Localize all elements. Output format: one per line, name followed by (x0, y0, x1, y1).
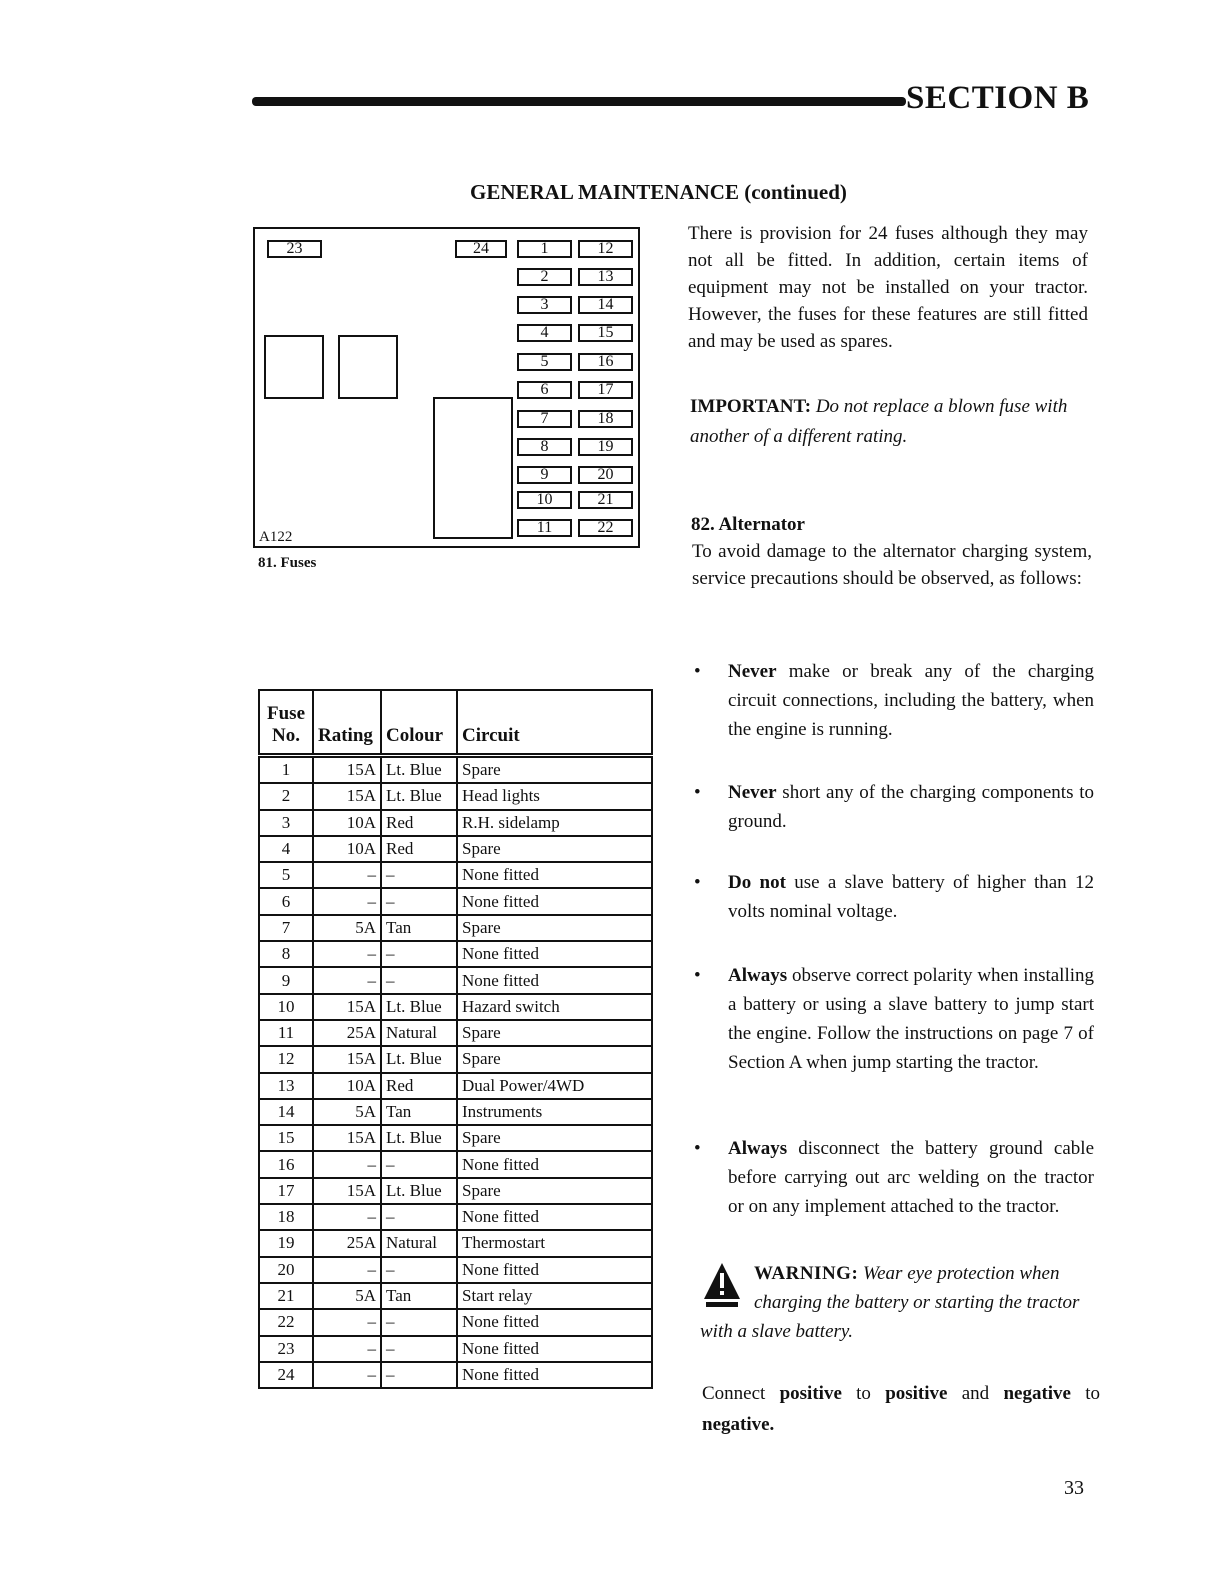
cell-rating: – (313, 1151, 381, 1177)
bullet-keyword: Always (728, 965, 788, 986)
fuse-slot-11: 11 (517, 519, 572, 537)
cell-rating: – (313, 1336, 381, 1362)
bullet-keyword: Always (728, 1138, 788, 1159)
cell-rating: 15A (313, 756, 381, 784)
cell-rating: – (313, 862, 381, 888)
fuse-slot-24: 24 (455, 240, 507, 258)
cell-circuit: Dual Power/4WD (457, 1073, 652, 1099)
cell-fuse-no: 23 (259, 1336, 313, 1362)
fuse-slot-1: 1 (517, 240, 572, 258)
table-row (259, 1257, 652, 1283)
table-row (259, 783, 652, 809)
table-row (259, 1230, 652, 1256)
cell-circuit: Start relay (457, 1283, 652, 1309)
bullet-keyword: Never (728, 661, 777, 682)
cell-colour: Tan (381, 1099, 457, 1125)
polarity-keyword: negative (1003, 1383, 1071, 1404)
cell-rating: 15A (313, 783, 381, 809)
fuse-box-diagram (253, 227, 640, 548)
table-row (259, 1336, 652, 1362)
cell-fuse-no: 11 (259, 1020, 313, 1046)
cell-rating: 5A (313, 1099, 381, 1125)
important-note (690, 392, 1090, 452)
cell-colour: Lt. Blue (381, 783, 457, 809)
cell-colour: Natural (381, 1020, 457, 1046)
table-row (259, 994, 652, 1020)
cell-circuit: Spare (457, 1020, 652, 1046)
cell-fuse-no: 3 (259, 810, 313, 836)
cell-rating: – (313, 967, 381, 993)
precaution-bullet (694, 778, 1094, 836)
cell-circuit: Head lights (457, 783, 652, 809)
warning-label: WARNING: (754, 1263, 859, 1284)
fuse-slot-3: 3 (517, 296, 572, 314)
cell-fuse-no: 9 (259, 967, 313, 993)
diagram-code: A122 (259, 529, 293, 545)
cell-fuse-no: 7 (259, 915, 313, 941)
header-circuit: Circuit (457, 690, 652, 756)
cell-fuse-no: 24 (259, 1362, 313, 1388)
precaution-bullet (694, 1134, 1094, 1221)
cell-colour: Red (381, 1073, 457, 1099)
cell-rating: – (313, 1362, 381, 1388)
cell-fuse-no: 18 (259, 1204, 313, 1230)
cell-circuit: None fitted (457, 862, 652, 888)
cell-fuse-no: 14 (259, 1099, 313, 1125)
cell-colour: – (381, 967, 457, 993)
precaution-bullet (694, 868, 1094, 926)
cell-circuit: Spare (457, 915, 652, 941)
cell-circuit: Spare (457, 756, 652, 784)
cell-rating: 15A (313, 1046, 381, 1072)
cell-colour: Natural (381, 1230, 457, 1256)
header-rule (252, 97, 906, 106)
polarity-text: to (856, 1383, 871, 1404)
cell-circuit: R.H. sidelamp (457, 810, 652, 836)
cell-rating: 10A (313, 836, 381, 862)
cell-circuit: Spare (457, 1046, 652, 1072)
bullet-dot: • (694, 872, 701, 893)
alternator-heading: 82. Alternator (691, 514, 805, 535)
header-fuse-line1: Fuse (267, 703, 305, 724)
polarity-text: and (961, 1383, 990, 1404)
cell-colour: Lt. Blue (381, 1046, 457, 1072)
alternator-intro: To avoid damage to the alternator charging system, service precautions should be observed, as follows: (692, 541, 1092, 589)
page-heading: GENERAL MAINTENANCE (continued) (470, 180, 847, 204)
cell-rating: – (313, 1204, 381, 1230)
cell-circuit: None fitted (457, 941, 652, 967)
cell-circuit: None fitted (457, 1362, 652, 1388)
cell-circuit: None fitted (457, 967, 652, 993)
cell-fuse-no: 8 (259, 941, 313, 967)
cell-rating: 15A (313, 994, 381, 1020)
cell-circuit: None fitted (457, 888, 652, 914)
precaution-bullet (694, 657, 1094, 744)
header-fuse-no (259, 690, 313, 756)
fuse-slot-20: 20 (578, 466, 633, 484)
cell-circuit: None fitted (457, 1309, 652, 1335)
bullet-dot: • (694, 782, 701, 803)
table-row (259, 967, 652, 993)
table-row (259, 1309, 652, 1335)
header-fuse-line2: No. (272, 725, 300, 746)
cell-circuit: Instruments (457, 1099, 652, 1125)
bullet-text: make or break any of the charging circuit connections, including the battery, when the engine is running. (728, 661, 1094, 740)
cell-fuse-no: 19 (259, 1230, 313, 1256)
fuse-table (258, 689, 653, 1389)
fuse-slot-9: 9 (517, 466, 572, 484)
cell-rating: 25A (313, 1020, 381, 1046)
cell-rating: 25A (313, 1230, 381, 1256)
precaution-bullet (694, 961, 1094, 1077)
bullet-dot: • (694, 661, 701, 682)
cell-fuse-no: 16 (259, 1151, 313, 1177)
table-row (259, 1204, 652, 1230)
cell-fuse-no: 12 (259, 1046, 313, 1072)
fuse-slot-18: 18 (578, 410, 633, 428)
page-number: 33 (1064, 1477, 1084, 1499)
cell-colour: Lt. Blue (381, 756, 457, 784)
bullet-keyword: Do not (728, 872, 786, 893)
cell-rating: 15A (313, 1178, 381, 1204)
table-header-row (259, 690, 652, 756)
cell-circuit: Thermostart (457, 1230, 652, 1256)
table-row (259, 756, 652, 784)
fuse-slot-6: 6 (517, 381, 572, 399)
fuse-slot-8: 8 (517, 438, 572, 456)
cell-colour: Lt. Blue (381, 1178, 457, 1204)
polarity-text: Connect (702, 1383, 766, 1404)
cell-rating: 5A (313, 1283, 381, 1309)
cell-fuse-no: 4 (259, 836, 313, 862)
polarity-instruction (702, 1378, 1100, 1440)
bullet-dot: • (694, 1138, 701, 1159)
table-row (259, 1020, 652, 1046)
cell-colour: Lt. Blue (381, 994, 457, 1020)
warning-triangle-icon (702, 1261, 742, 1309)
cell-fuse-no: 20 (259, 1257, 313, 1283)
cell-rating: 10A (313, 810, 381, 836)
cell-circuit: Spare (457, 1178, 652, 1204)
cell-fuse-no: 22 (259, 1309, 313, 1335)
cell-colour: – (381, 888, 457, 914)
section-title: SECTION B (906, 80, 1090, 116)
table-row (259, 1125, 652, 1151)
fuse-slot-2: 2 (517, 268, 572, 286)
bullet-dot: • (694, 965, 701, 986)
table-row (259, 862, 652, 888)
table-row (259, 1099, 652, 1125)
bullet-text: use a slave battery of higher than 12 volts nominal voltage. (728, 872, 1094, 922)
table-row (259, 836, 652, 862)
fuse-slot-19: 19 (578, 438, 633, 456)
cell-fuse-no: 17 (259, 1178, 313, 1204)
cell-circuit: Spare (457, 1125, 652, 1151)
cell-colour: – (381, 1309, 457, 1335)
fuse-slot-13: 13 (578, 268, 633, 286)
figure-caption: 81. Fuses (258, 555, 317, 571)
table-row (259, 1283, 652, 1309)
cell-circuit: None fitted (457, 1336, 652, 1362)
fuse-slot-10: 10 (517, 491, 572, 509)
cell-colour: – (381, 862, 457, 888)
cell-circuit: Hazard switch (457, 994, 652, 1020)
fuse-slot-16: 16 (578, 353, 633, 371)
cell-rating: 10A (313, 1073, 381, 1099)
table-row (259, 915, 652, 941)
polarity-keyword: positive (885, 1383, 948, 1404)
fuse-slot-15: 15 (578, 324, 633, 342)
fuse-slot-14: 14 (578, 296, 633, 314)
fuse-slot-22: 22 (578, 519, 633, 537)
cell-colour: Tan (381, 1283, 457, 1309)
cell-fuse-no: 15 (259, 1125, 313, 1151)
cell-fuse-no: 21 (259, 1283, 313, 1309)
bullet-text: short any of the charging components to ground. (728, 782, 1095, 832)
header-rating: Rating (313, 690, 381, 756)
relay-large (433, 397, 513, 539)
cell-colour: – (381, 1257, 457, 1283)
cell-rating: 15A (313, 1125, 381, 1151)
cell-rating: – (313, 1257, 381, 1283)
cell-fuse-no: 5 (259, 862, 313, 888)
bullet-text: observe correct polarity when installing a battery or using a slave battery to jump start the engine. Follow the instructions on page 7 of Section A when jump starting the tractor. (728, 965, 1095, 1073)
cell-rating: – (313, 941, 381, 967)
cell-fuse-no: 6 (259, 888, 313, 914)
fuse-slot-21: 21 (578, 491, 633, 509)
fuse-slot-23: 23 (267, 240, 322, 258)
cell-colour: Red (381, 836, 457, 862)
cell-circuit: None fitted (457, 1257, 652, 1283)
fuse-slot-5: 5 (517, 353, 572, 371)
cell-fuse-no: 10 (259, 994, 313, 1020)
header-colour: Colour (381, 690, 457, 756)
cell-colour: – (381, 1362, 457, 1388)
cell-circuit: None fitted (457, 1151, 652, 1177)
warning-text: Wear eye protection when charging the battery or starting the tractor with a slave battery. (700, 1263, 1080, 1342)
cell-colour: – (381, 1151, 457, 1177)
cell-fuse-no: 2 (259, 783, 313, 809)
cell-colour: Lt. Blue (381, 1125, 457, 1151)
cell-colour: – (381, 941, 457, 967)
important-label: IMPORTANT: (690, 396, 812, 417)
cell-fuse-no: 1 (259, 756, 313, 784)
cell-colour: Tan (381, 915, 457, 941)
fuse-slot-7: 7 (517, 410, 572, 428)
intro-paragraph: There is provision for 24 fuses although they may not all be fitted. In addition, certain items of equipment may not be installed on your tractor. However, the fuses for these features are still fitted and may be used as spares. (688, 223, 1088, 352)
table-row (259, 1046, 652, 1072)
fuse-slot-12: 12 (578, 240, 633, 258)
cell-fuse-no: 13 (259, 1073, 313, 1099)
cell-rating: – (313, 888, 381, 914)
table-row (259, 941, 652, 967)
table-row (259, 1151, 652, 1177)
cell-colour: Red (381, 810, 457, 836)
table-row (259, 1178, 652, 1204)
bullet-keyword: Never (728, 782, 777, 803)
cell-colour: – (381, 1336, 457, 1362)
table-row (259, 1073, 652, 1099)
cell-rating: 5A (313, 915, 381, 941)
cell-circuit: Spare (457, 836, 652, 862)
relay-middle (338, 335, 398, 399)
cell-rating: – (313, 1309, 381, 1335)
table-row (259, 1362, 652, 1388)
relay-left (264, 335, 324, 399)
table-row (259, 810, 652, 836)
cell-colour: – (381, 1204, 457, 1230)
polarity-keyword: negative. (702, 1414, 775, 1435)
warning-note (700, 1259, 1098, 1346)
important-text: Do not replace a blown fuse with another of a different rating. (690, 396, 1068, 447)
fuse-slot-17: 17 (578, 381, 633, 399)
fuse-slot-4: 4 (517, 324, 572, 342)
polarity-keyword: positive (779, 1383, 842, 1404)
bullet-text: disconnect the battery ground cable before carrying out arc welding on the tractor or on any implement attached to the tractor. (728, 1138, 1095, 1217)
cell-circuit: None fitted (457, 1204, 652, 1230)
polarity-text: to (1085, 1383, 1101, 1404)
table-row (259, 888, 652, 914)
